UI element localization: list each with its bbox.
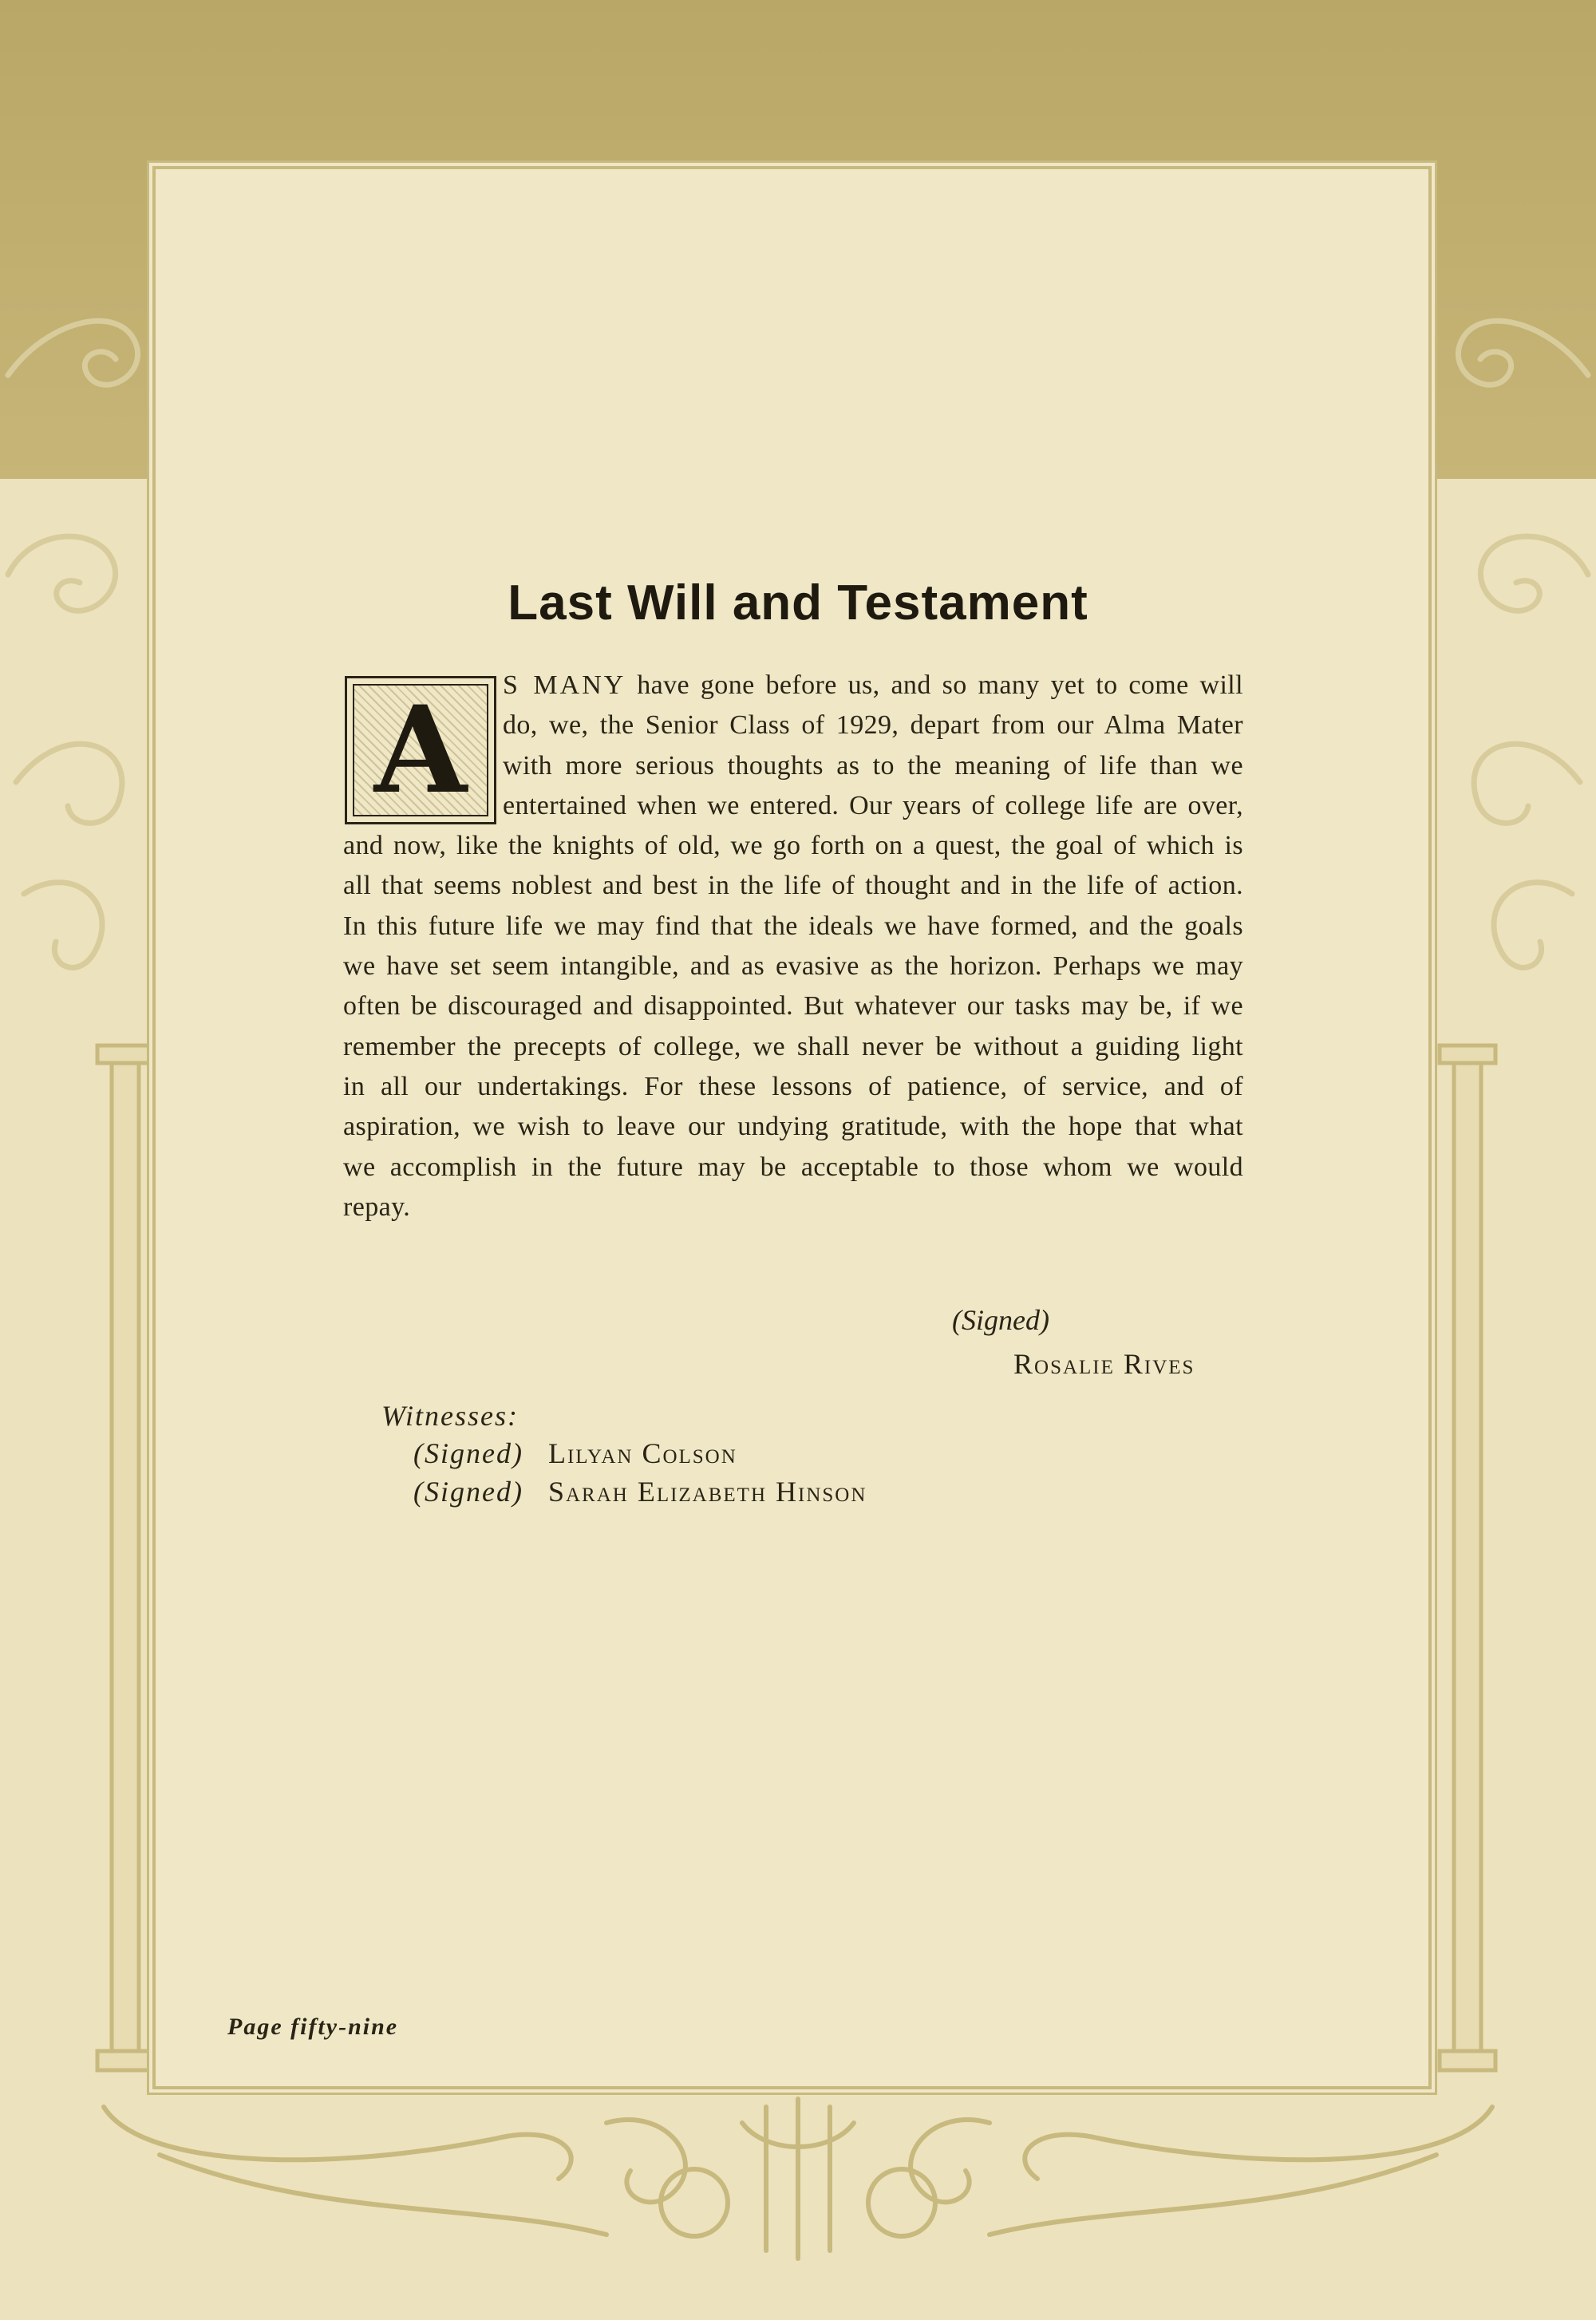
witness-signed-label: (Signed)	[413, 1476, 523, 1508]
witnesses-heading: Witnesses:	[381, 1400, 519, 1432]
left-scroll-low	[16, 744, 122, 823]
bottom-scroll-left	[104, 2107, 571, 2179]
drop-cap-letter: A	[373, 680, 468, 820]
page-title: Last Will and Testament	[508, 575, 1088, 630]
right-scroll-low	[1474, 744, 1580, 823]
bottom-swag-right	[990, 2155, 1436, 2235]
left-scroll-top	[8, 321, 138, 385]
left-leaf	[24, 883, 102, 968]
bottom-curl-left	[606, 2120, 685, 2202]
right-pillar-base	[1440, 2051, 1495, 2070]
signer-name: Rosalie Rives	[1013, 1348, 1195, 1380]
signed-label: (Signed)	[952, 1304, 1049, 1336]
witness-name: Sarah Elizabeth Hinson	[547, 1476, 867, 1508]
bottom-scroll-right	[1025, 2107, 1492, 2179]
left-pillar	[112, 1061, 139, 2051]
page-number: Page fifty-nine	[227, 2014, 399, 2040]
body-paragraph	[343, 666, 1243, 1227]
witness-row	[413, 1475, 867, 1508]
bottom-curl-right	[911, 2120, 990, 2202]
witness-signed-label: (Signed)	[413, 1437, 523, 1469]
body-rest: have gone before us, and so many yet to come will do, we, the Senior Class of 1929, depart from our Alma Mater with more serious thoughts as to the meaning of life than we entertained when we entered. Our years of college life are over, and now, like the knights of old, we go forth on a quest, the goal of which is all that seems noblest and best in the life of thought and in the life of action. In this future life we may find that the ideals we have formed, and the goals we have set seem intangible, and as evasive as the horizon. Perhaps we may often be discouraged and disappointed. But whatever our tasks may be, if we remember the precepts of college, we shall never be without a guiding light in all our undertakings. For these lessons of patience, of service, and of aspiration, we wish to leave our undying gratitude, with the hope that what we accomplish in the future may be acceptable to those whom we would repay.	[343, 670, 1243, 1222]
right-leaf	[1494, 883, 1572, 968]
bottom-rosette-right	[868, 2169, 935, 2236]
left-pillar-base	[97, 2051, 153, 2070]
drop-cap-spacer	[343, 666, 503, 805]
bottom-rosette-left	[661, 2169, 728, 2236]
right-pillar-capital	[1440, 1045, 1495, 1063]
witness-name: Lilyan Colson	[547, 1437, 737, 1469]
left-pillar-capital	[97, 1045, 153, 1063]
bottom-fan	[742, 2099, 854, 2259]
right-scroll-top	[1458, 321, 1588, 385]
bottom-swag-left	[160, 2155, 606, 2235]
right-pillar	[1454, 1061, 1481, 2051]
body-first-words: S MANY	[503, 670, 626, 700]
witness-row	[413, 1437, 737, 1470]
